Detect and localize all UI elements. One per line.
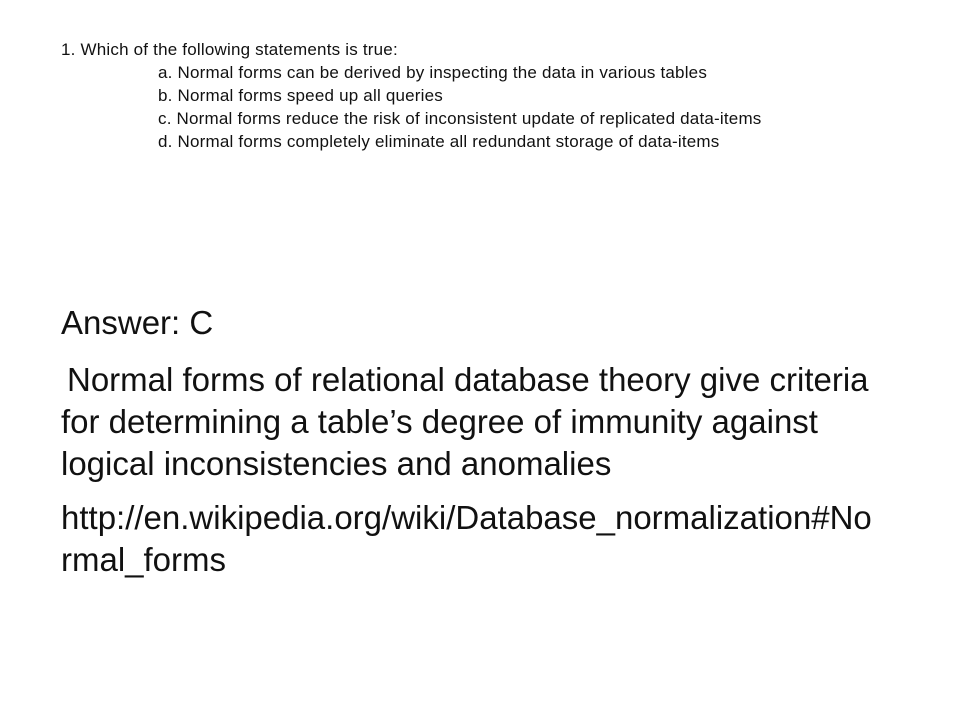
- answer-label: Answer: C: [61, 304, 214, 341]
- source-link[interactable]: http://en.wikipedia.org/wiki/Database_normalization#Normal_forms: [61, 499, 872, 578]
- option-b: b. Normal forms speed up all queries: [158, 86, 443, 105]
- answer-options: [61, 61, 881, 153]
- answer-explanation: Normal forms of relational database theory give criteria for determining a table’s degree of immunity against logical inconsistencies and anomalies: [61, 361, 869, 482]
- question-block: [61, 38, 881, 153]
- option-d: d. Normal forms completely eliminate all redundant storage of data-items: [158, 132, 720, 151]
- option-a: a. Normal forms can be derived by inspecting the data in various tables: [158, 63, 708, 82]
- question-stem: 1. Which of the following statements is true:: [61, 40, 398, 59]
- option-c: c. Normal forms reduce the risk of inconsistent update of replicated data-items: [158, 109, 762, 128]
- answer-block: [61, 302, 901, 581]
